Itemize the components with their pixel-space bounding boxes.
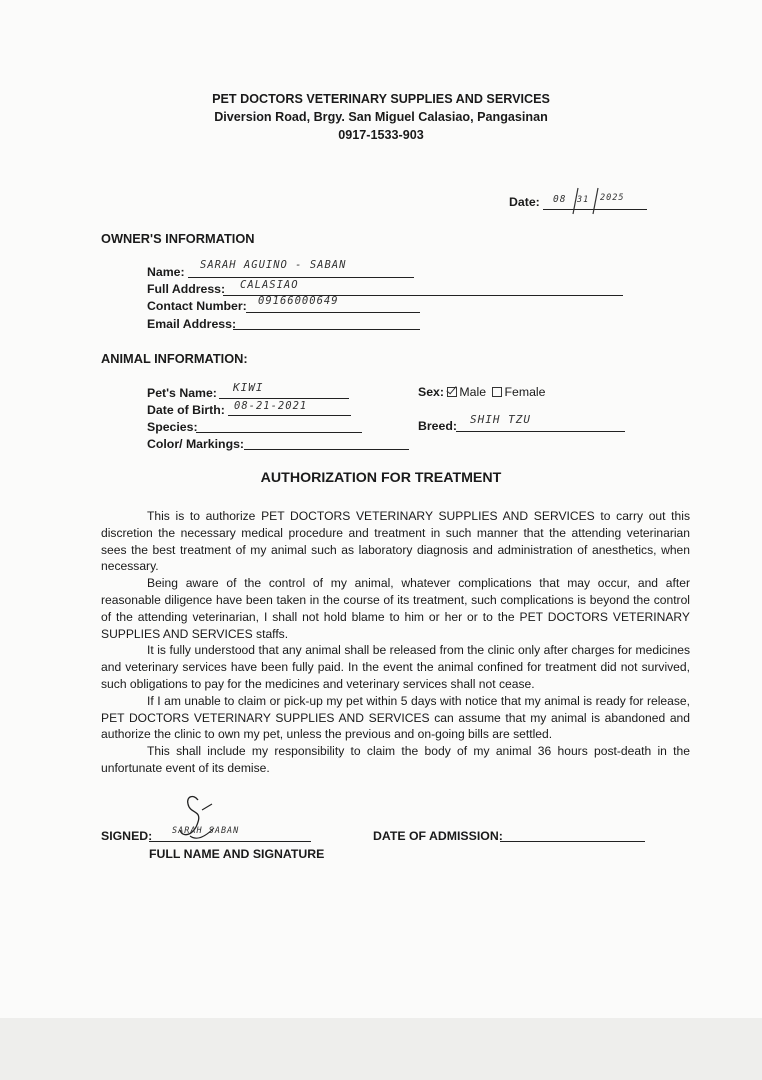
authorization-paragraph: This is to authorize PET DOCTORS VETERINARY SUPPLIES AND SERVICES to carry out this discretion the necessary medical procedure and treatment in such manner that the attending veterinarian sees the best treatment of my animal such as laboratory diagnosis and administration of anesthetics, when necessary. bbox=[101, 509, 690, 574]
signed-label: SIGNED: bbox=[101, 829, 153, 843]
species-label: Species: bbox=[147, 420, 198, 434]
species-underline bbox=[196, 432, 362, 433]
authorization-paragraph: This shall include my responsibility to claim the body of my animal 36 hours post-death in the unfortunate event of its demise. bbox=[101, 744, 690, 775]
date-day: 31 bbox=[577, 195, 590, 205]
owner-address-label: Full Address: bbox=[147, 282, 226, 296]
sex-label: Sex: bbox=[418, 385, 444, 399]
owner-name-label: Name: bbox=[147, 265, 185, 279]
pet-name-underline bbox=[219, 398, 349, 399]
owner-email-label: Email Address: bbox=[147, 317, 237, 331]
sex-female-checkbox[interactable] bbox=[492, 387, 502, 397]
owner-contact-label: Contact Number: bbox=[147, 299, 247, 313]
admission-underline bbox=[500, 841, 645, 842]
owner-contact-underline bbox=[246, 312, 420, 313]
scan-bottom-band bbox=[0, 1018, 762, 1080]
authorization-paragraph: It is fully understood that any animal shall be released from the clinic only after charges for medicines and veterinary services have been fully paid. In the event the animal confined for treatment did not survived, such obligations to pay for the medicines and veterinary services shall not cease. bbox=[101, 643, 690, 691]
handwritten-signature-icon bbox=[168, 792, 238, 852]
animal-section-title: ANIMAL INFORMATION: bbox=[101, 351, 248, 366]
sex-male-label: Male bbox=[459, 385, 487, 399]
breed-underline bbox=[456, 431, 625, 432]
dob-underline bbox=[228, 415, 351, 416]
date-year: 2025 bbox=[600, 193, 625, 203]
signed-value: SARAH SABAN bbox=[172, 826, 240, 836]
admission-label: DATE OF ADMISSION: bbox=[373, 829, 503, 843]
authorization-title: AUTHORIZATION FOR TREATMENT bbox=[260, 470, 502, 486]
dob-label: Date of Birth: bbox=[147, 403, 225, 417]
company-name: PET DOCTORS VETERINARY SUPPLIES AND SERVICES bbox=[212, 92, 550, 106]
owner-name-underline bbox=[188, 277, 414, 278]
pet-name-label: Pet's Name: bbox=[147, 386, 217, 400]
date-month: 08 bbox=[553, 194, 567, 205]
letterhead bbox=[0, 90, 762, 144]
breed-label: Breed: bbox=[418, 419, 457, 433]
color-label: Color/ Markings: bbox=[147, 437, 245, 451]
owner-contact-value: 09166000649 bbox=[258, 295, 339, 307]
color-underline bbox=[244, 449, 409, 450]
sex-male-checkbox[interactable] bbox=[447, 387, 457, 397]
authorization-body bbox=[101, 508, 690, 777]
owner-address-value: CALASIAO bbox=[240, 279, 299, 291]
sex-field bbox=[418, 385, 546, 399]
company-address: Diversion Road, Brgy. San Miguel Calasiao, Pangasinan bbox=[214, 110, 548, 124]
breed-value: SHIH TZU bbox=[470, 413, 531, 426]
signature-caption: FULL NAME AND SIGNATURE bbox=[149, 847, 325, 861]
owner-email-underline bbox=[233, 329, 420, 330]
date-label: Date: bbox=[509, 195, 540, 209]
authorization-paragraph: If I am unable to claim or pick-up my pet within 5 days with notice that my animal is ready for release, PET DOCTORS VETERINARY SUPPLIES AND SERVICES can assume that my animal is abandoned and authorize the clinic to own my pet, unless the previous and on-going bills are settled. bbox=[101, 693, 690, 742]
pet-name-value: KIWI bbox=[233, 381, 264, 394]
company-phone: 0917-1533-903 bbox=[338, 128, 424, 142]
dob-value: 08-21-2021 bbox=[234, 400, 308, 412]
owner-name-value: SARAH AGUINO - SABAN bbox=[200, 259, 347, 271]
owner-section-title: OWNER'S INFORMATION bbox=[101, 231, 255, 246]
authorization-paragraph: Being aware of the control of my animal, whatever complications that may occur, and after reasonable diligence have been taken in the course of its treatment, such complications is beyond the control of the attending veterinarian, I shall not hold blame to him or her or to the PET DOCTORS VETERINARY SUPPLIES AND SERVICES staffs. bbox=[101, 576, 690, 641]
sex-female-label: Female bbox=[504, 385, 546, 399]
